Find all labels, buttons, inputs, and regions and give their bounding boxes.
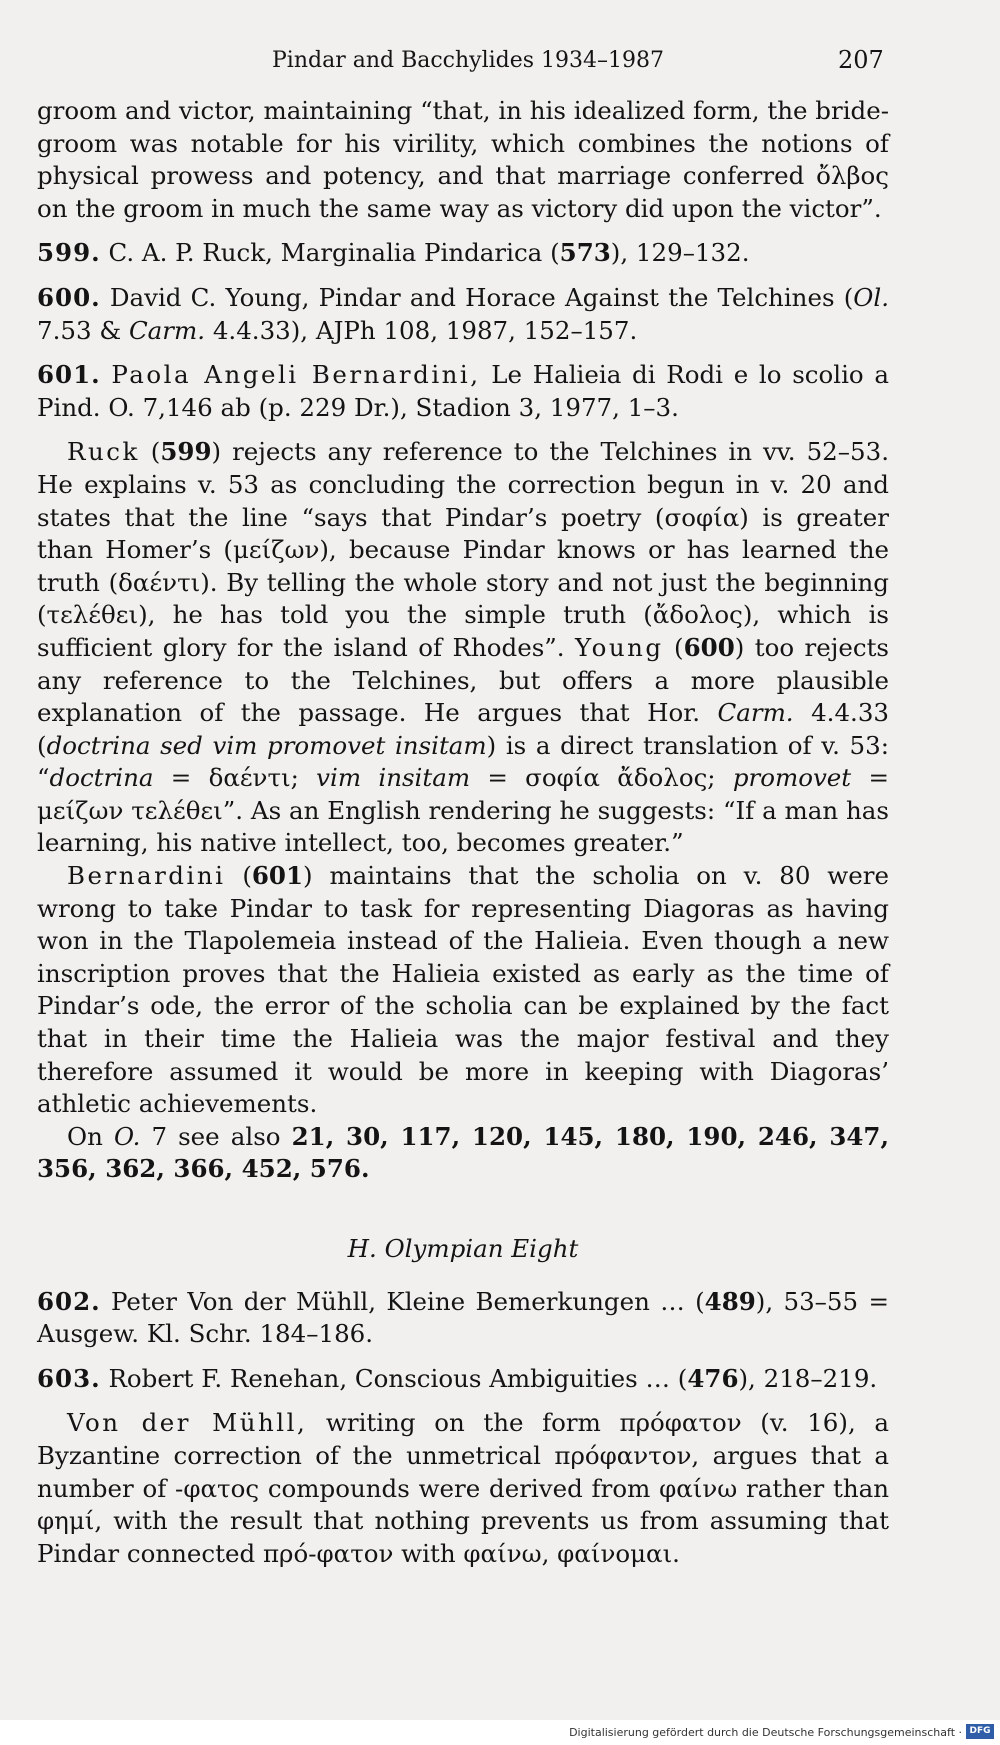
text-run: ) too rejects any reference to the Telchines, but offers a more plausible explanation of the passage. He argues that Hor. <box>37 632 890 728</box>
crossref: 600 <box>683 632 735 662</box>
reference-599 <box>37 237 889 270</box>
italic-run: doctrina <box>49 763 154 793</box>
italic-run: Carm. <box>717 698 794 728</box>
italic-run: doctrina sed vim promovet insitam <box>46 730 487 760</box>
author-name: Von der Mühll, <box>67 1408 308 1438</box>
footer-credit: Digitalisierung gefördert durch die Deutsche Forschungsgemeinschaft · <box>569 1726 962 1739</box>
page-number: 207 <box>838 46 884 74</box>
text-run: writing on the form πρόφατον (v. 16), a Byzantine correction of the unmetrical πρόφαντον, argues that a number of -φατος compounds were derived from φαίνω rather than φημί, with the result that nothing prevents us from assuming that Pindar connected πρό-φατον with φαίνω, φαίνομαι. <box>37 1408 889 1568</box>
ref-text: Peter Von der Mühll, Kleine Bemerkungen … ( <box>111 1286 705 1316</box>
text-run: ) is a direct translation of v. 53: “ <box>37 730 889 793</box>
ref-text: Robert F. Renehan, Conscious Ambiguities … ( <box>108 1363 688 1393</box>
ref-crossref: 489 <box>704 1286 756 1316</box>
ref-number: 603. <box>37 1363 101 1393</box>
author-name: Young <box>575 632 664 662</box>
ref-tail: ), 218–219. <box>738 1363 878 1393</box>
dfg-logo: DFG <box>966 1724 994 1739</box>
ref-crossref: 476 <box>687 1363 739 1393</box>
crossref-list: 21, 30, 117, 120, 145, 180, 190, 246, 347, 356, 362, 366, 452, 576. <box>37 1121 890 1184</box>
author-name: Ruck <box>67 437 140 467</box>
reference-601 <box>37 359 889 424</box>
ref-number: 601. <box>37 360 101 390</box>
ref-italic: Ol. <box>853 282 889 312</box>
text-run: = σοφία ἄδολος; <box>470 763 733 793</box>
crossref: 599 <box>160 437 212 467</box>
text-run: ( <box>663 632 684 662</box>
ref-text: 7.53 & <box>37 315 129 345</box>
paragraph-bernardini <box>37 860 889 1121</box>
ref-text: C. A. P. Ruck, Marginalia Pindarica ( <box>108 238 560 268</box>
author-name: Bernardini <box>67 861 226 891</box>
text-run: = δαέντι; <box>153 763 317 793</box>
reference-600 <box>37 282 889 347</box>
ref-tail: ), 53–55 = Ausgew. Kl. Schr. 184–186. <box>37 1286 890 1349</box>
body-text <box>37 95 889 1570</box>
text-run: 7 see also <box>140 1121 292 1151</box>
italic-run: promovet <box>732 763 852 793</box>
header-title: Pindar and Bacchylides 1934–1987 <box>272 48 665 73</box>
running-header <box>0 44 1000 84</box>
paragraph-von-der-muhll <box>37 1407 889 1570</box>
ref-crossref: 573 <box>559 238 611 268</box>
ref-number: 600. <box>37 282 101 312</box>
paragraph-continuation: groom and victor, maintaining “that, in his idealized form, the bride-groom was notable for his virility, which combines the notions of physical prowess and potency, and that marriage conferred ὄλβος on the groom in much the same way as victory did upon the victor”. <box>37 96 889 223</box>
text-run: 4.4.33 ( <box>37 698 889 760</box>
ref-author: Paola Angeli Bernardini, <box>111 360 481 390</box>
paragraph-see-also <box>37 1121 889 1186</box>
text-run: = μείζων τελέθει”. As an English rendering he suggests: “If a man has learning, his native intellect, too, becomes greater.” <box>37 763 889 858</box>
ref-tail: ), 129–132. <box>610 238 750 268</box>
ref-text: David C. Young, Pindar and Horace Against the Telchines ( <box>109 282 854 312</box>
section-heading: H. Olympian Eight <box>347 1234 579 1263</box>
paragraph-ruck <box>37 436 889 860</box>
ref-number: 599. <box>37 238 101 268</box>
text-run: ) rejects any reference to the Telchines in vv. 52–53. He explains v. 53 as concluding the correction begun in v. 20 and states that the line “says that Pindar’s poetry (σοφία) is greater than Homer’s (μείζων), because Pindar knows or has learned the truth (δαέντι). By telling the whole story and not just the beginning (τελέθει), he has told you the simple truth (ἄδολος), which is sufficient glory for the island of Rhodes”. <box>37 437 889 662</box>
reference-602 <box>37 1286 889 1351</box>
ref-italic: Carm. <box>128 315 206 345</box>
text-run: ) maintains that the scholia on v. 80 were wrong to take Pindar to task for representing Diagoras as having won in the Tlapolemeia instead of the Halieia. Even though a new inscription proves that the Halieia existed as early as the time of Pindar’s ode, the error of the scholia can be explained by the fact that in their time the Halieia was the major festival and they therefore assumed it would be more in keeping with Diagoras’ athletic achievements. <box>37 861 889 1119</box>
reference-603 <box>37 1363 889 1396</box>
ref-number: 602. <box>37 1286 101 1316</box>
text-run: ( <box>225 861 252 891</box>
text-run: ( <box>139 437 161 467</box>
italic-run: vim insitam <box>316 763 471 793</box>
ref-text: Le Halieia di Rodi e lo scolio a Pind. O. 7,146 ab (p. 229 Dr.), Stadion 3, 1977, 1–3. <box>37 360 889 422</box>
digitization-footer <box>0 1720 1000 1745</box>
crossref: 601 <box>251 861 304 891</box>
text-run: On <box>67 1121 114 1151</box>
italic-run: O. <box>113 1121 141 1151</box>
ref-tail: 4.4.33), AJPh 108, 1987, 152–157. <box>205 315 638 345</box>
